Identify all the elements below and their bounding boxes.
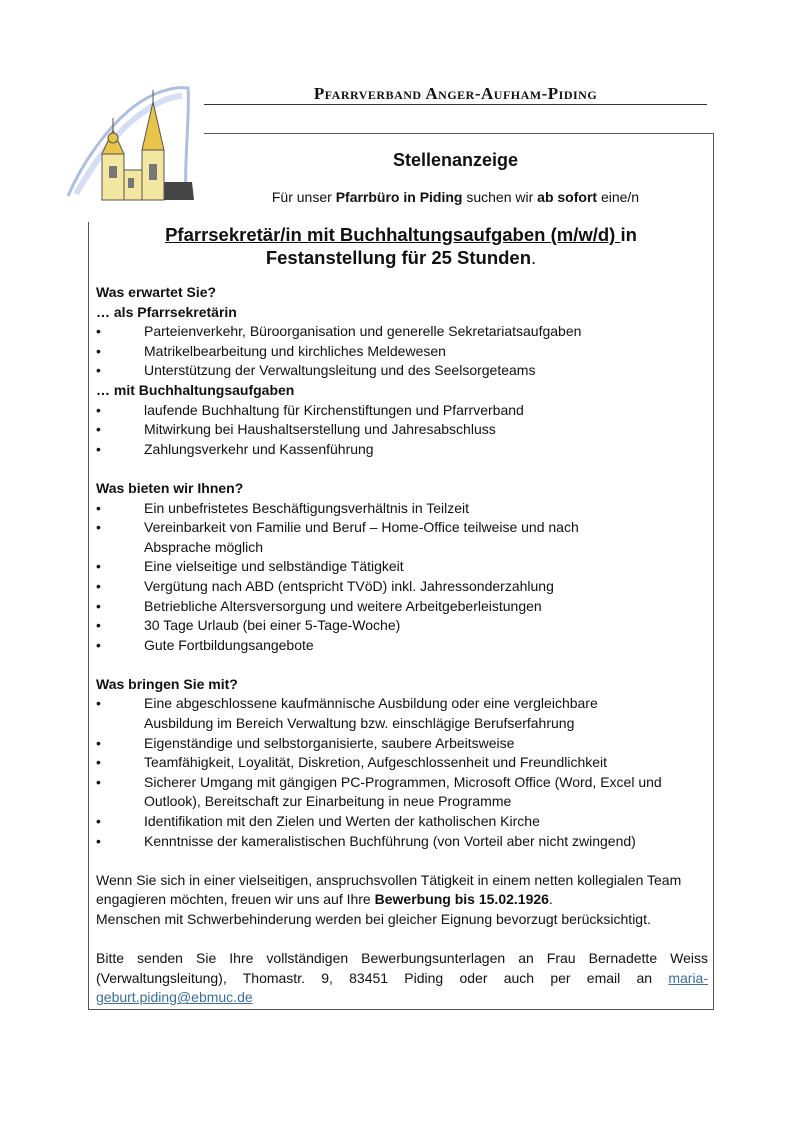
position-line2-end: .: [531, 247, 537, 268]
list-item: • 30 Tage Urlaub (bei einer 5-Tage-Woche): [96, 616, 708, 636]
intro-pre: Für unser: [271, 189, 336, 205]
list-item: • Mitwirkung bei Haushaltserstellung und Jahresabschluss: [96, 420, 708, 440]
intro-line: [204, 189, 707, 205]
list-item: • Eine abgeschlossene kaufmännische Ausbildung oder eine vergleichbare Ausbildung im Bereich Verwaltung bzw. einschlägige Berufserfahrung: [96, 694, 708, 733]
header-divider: [204, 104, 707, 105]
list-item: • Identifikation mit den Zielen und Werten der katholischen Kirche: [96, 812, 708, 832]
subheading-accounting: … mit Buchhaltungsaufgaben: [96, 381, 295, 398]
section-heading-bring: Was bringen Sie mit?: [96, 675, 238, 692]
frame-border-bottom: [88, 1009, 714, 1010]
list-item: • Sicherer Umgang mit gängigen PC-Programmen, Microsoft Office (Word, Excel und Outlook), Bereitschaft zur Einarbeitung in neue Programme: [96, 773, 708, 812]
organization-name: Pfarrverband Anger-Aufham-Piding: [313, 84, 598, 103]
list-item: • Vergütung nach ABD (entspricht TVöD) inkl. Jahressonderzahlung: [96, 577, 708, 597]
subheading-secretary: … als Pfarrsekretärin: [96, 303, 237, 320]
section-heading-expect: Was erwartet Sie?: [96, 284, 217, 300]
closing-end: .: [548, 891, 553, 908]
frame-border-right: [713, 133, 714, 1010]
position-line2: Festanstellung für 25 Stunden: [265, 247, 532, 268]
list-item: • Vereinbarkeit von Familie und Beruf – Home-Office teilweise und nach Absprache möglich: [96, 518, 708, 557]
list-secretary-tasks: [96, 322, 708, 381]
list-offer: [96, 499, 708, 656]
list-item: • Gute Fortbildungsangebote: [96, 636, 708, 656]
intro-mid: suchen wir: [462, 189, 538, 205]
section-heading-offer: Was bieten wir Ihnen?: [96, 479, 244, 496]
list-item: • Betriebliche Altersversorgung und weitere Arbeitgeberleistungen: [96, 597, 708, 617]
intro-start: ab sofort: [537, 189, 598, 205]
contact-text: Bitte senden Sie Ihre vollständigen Bewerbungsunterlagen an Frau Bernadette Weiss (Verwaltungsleitung), Thomastr. 9, 83451 Piding oder auch per email an: [96, 950, 708, 986]
list-item: • Teamfähigkeit, Loyalität, Diskretion, Aufgeschlossenheit und Freundlichkeit: [96, 753, 708, 773]
list-requirements: [96, 694, 708, 851]
frame-border-left: [88, 222, 89, 1010]
disability-note: Menschen mit Schwerbehinderung werden bei gleicher Eignung bevorzugt berücksichtigt.: [96, 911, 651, 927]
closing-paragraph: [96, 871, 708, 910]
application-deadline: Bewerbung bis 15.02.1926: [374, 891, 549, 908]
intro-office: Pfarrbüro in Piding: [335, 189, 463, 205]
email-link[interactable]: maria-geburt.piding@ebmuc.de: [96, 969, 708, 1006]
position-title: [96, 223, 706, 269]
intro-post: eine/n: [597, 189, 640, 205]
list-item: • Matrikelbearbeitung und kirchliches Meldewesen: [96, 342, 708, 362]
list-item: • Kenntnisse der kameralistischen Buchführung (von Vorteil aber nicht zwingend): [96, 832, 708, 852]
frame-border-top: [204, 133, 713, 134]
closing-text: Wenn Sie sich in einer vielseitigen, anspruchsvollen Tätigkeit in einem netten kollegialen Team engagieren möchten, freuen wir uns auf Ihre: [96, 871, 682, 908]
contact-paragraph: [96, 949, 708, 1008]
list-item: • Parteienverkehr, Büroorganisation und generelle Sekretariatsaufgaben: [96, 322, 708, 342]
list-item: • laufende Buchhaltung für Kirchenstiftungen und Pfarrverband: [96, 401, 708, 421]
list-item: • Eigenständige und selbstorganisierte, saubere Arbeitsweise: [96, 734, 708, 754]
list-item: • Unterstützung der Verwaltungsleitung und des Seelsorgeteams: [96, 361, 708, 381]
job-description: [96, 283, 708, 1008]
position-line1-rest: in: [620, 224, 637, 245]
page-title: Stellenanzeige: [392, 150, 519, 170]
list-accounting-tasks: [96, 401, 708, 460]
list-item: • Zahlungsverkehr und Kassenführung: [96, 440, 708, 460]
position-line1: Pfarrsekretär/in mit Buchhaltungsaufgaben (m/w/d): [165, 224, 621, 245]
parish-logo: [62, 78, 202, 210]
list-item: • Eine vielseitige und selbständige Tätigkeit: [96, 557, 708, 577]
list-item: • Ein unbefristetes Beschäftigungsverhältnis in Teilzeit: [96, 499, 708, 519]
